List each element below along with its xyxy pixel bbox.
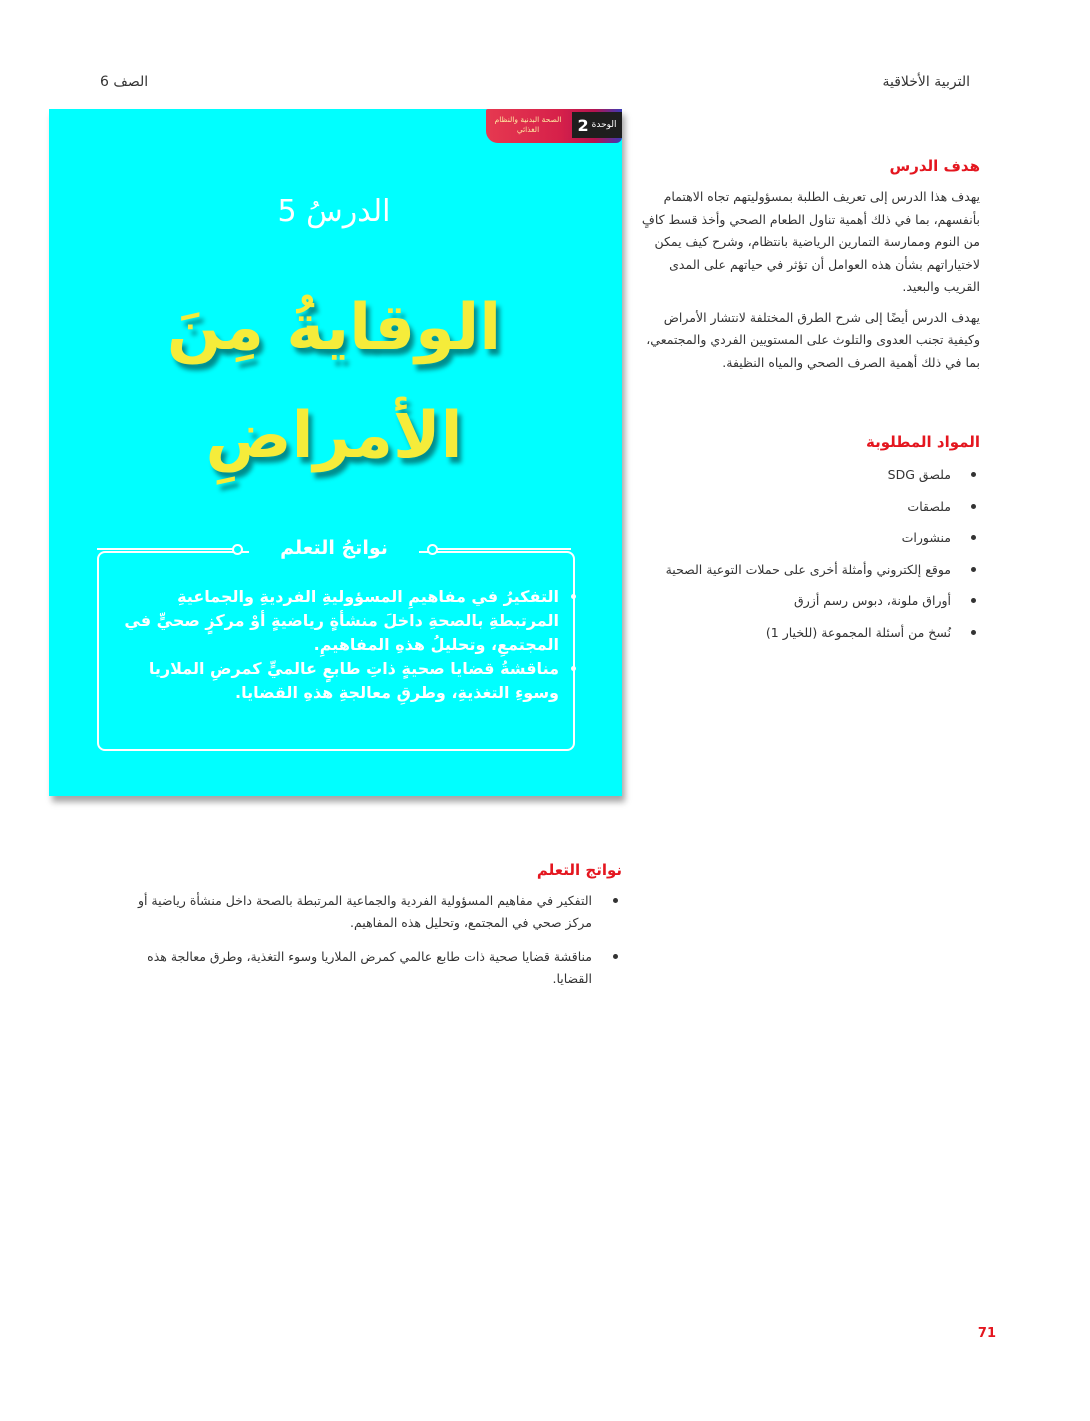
page-number: 71 bbox=[977, 1326, 996, 1341]
unit-tag bbox=[486, 109, 622, 143]
material-item: نُسخ من أسئلة المجموعة (للخيار 1) bbox=[640, 623, 980, 655]
material-item: منشورات bbox=[640, 528, 980, 560]
goal-section bbox=[640, 186, 980, 374]
cover-outcomes-list bbox=[119, 585, 579, 705]
material-item: ملصقات bbox=[640, 497, 980, 529]
material-item: ملصق SDG bbox=[640, 465, 980, 497]
lesson-number: الدرسُ 5 bbox=[277, 194, 391, 229]
materials-heading: المواد المطلوبة bbox=[866, 433, 980, 451]
unit-number: 2 bbox=[577, 115, 589, 135]
material-item: موقع إلكتروني وأمثلة أخرى على حملات التوعية الصحية bbox=[640, 560, 980, 592]
unit-title: الصحة البدنية والنظام الغذائي bbox=[494, 115, 562, 134]
outcomes-heading: نواتج التعلم bbox=[536, 861, 622, 879]
frame-line-right bbox=[431, 548, 571, 550]
cover-outcome-item: • مناقشةُ قضايا صحيةٍ ذاتِ طابعٍ عالميٍّ كمرضِ الملاريا وسوءِ التغذيةِ، وطرقِ معالجةِ هذهِ القضايا. bbox=[119, 657, 559, 705]
material-item: أوراق ملونة، دبوس رسم أزرق bbox=[640, 591, 980, 623]
cover-outcome-item: • التفكيرُ في مفاهيمِ المسؤوليةِ الفرديةِ والجماعيةِ المرتبطةِ بالصحةِ داخلَ منشأةٍ رياضيةٍ أوْ مركزٍ صحيٍّ في المجتمعِ، وتحليلُ هذهِ المفاهيمِ. bbox=[119, 585, 559, 657]
lesson-cover bbox=[49, 109, 622, 796]
unit-label: الوحدة bbox=[591, 120, 617, 130]
outcome-item: التفكير في مفاهيم المسؤولية الفردية والجماعية المرتبطة بالصحة داخل منشأة رياضية أو مركز صحي في المجتمع، وتحليل هذه المفاهيم. bbox=[120, 890, 622, 934]
grade-header: الصف 6 bbox=[100, 74, 149, 90]
outcome-item: مناقشة قضايا صحية ذات طابع عالمي كمرض الملاريا وسوء التغذية، وطرق معالجة هذه القضايا. bbox=[120, 946, 622, 990]
goal-paragraph: يهدف هذا الدرس إلى تعريف الطلبة بمسؤوليتهم تجاه الاهتمام بأنفسهم، بما في ذلك أهمية تناول الطعام الصحي وأخذ قسط كافٍ من النوم وممارسة التمارين الرياضية بانتظام، وشرح كيف يمكن لاختياراتهم بشأن هذه العوامل أن تؤثر في حياتهم على المدى القريب والبعيد. bbox=[641, 189, 980, 294]
outcomes-list bbox=[120, 890, 622, 1002]
cover-outcomes-title: نواتجُ التعلم bbox=[249, 537, 419, 559]
subject-header: التربية الأخلاقية bbox=[882, 74, 970, 90]
unit-badge bbox=[572, 112, 622, 138]
frame-dot-left bbox=[232, 544, 243, 555]
goal-paragraph: يهدف الدرس أيضًا إلى شرح الطرق المختلفة لانتشار الأمراض وكيفية تجنب العدوى والتلوث على المستويين الفردي والمجتمعي، بما في ذلك أهمية الصرف الصحي والمياه النظيفة. bbox=[646, 309, 980, 370]
goal-heading: هدف الدرس bbox=[889, 157, 980, 175]
lesson-title: الوقايةُ مِنَ الأمراضِ bbox=[166, 291, 502, 473]
materials-list bbox=[640, 465, 980, 654]
frame-line-left bbox=[97, 548, 237, 550]
frame-dot-right bbox=[427, 544, 438, 555]
